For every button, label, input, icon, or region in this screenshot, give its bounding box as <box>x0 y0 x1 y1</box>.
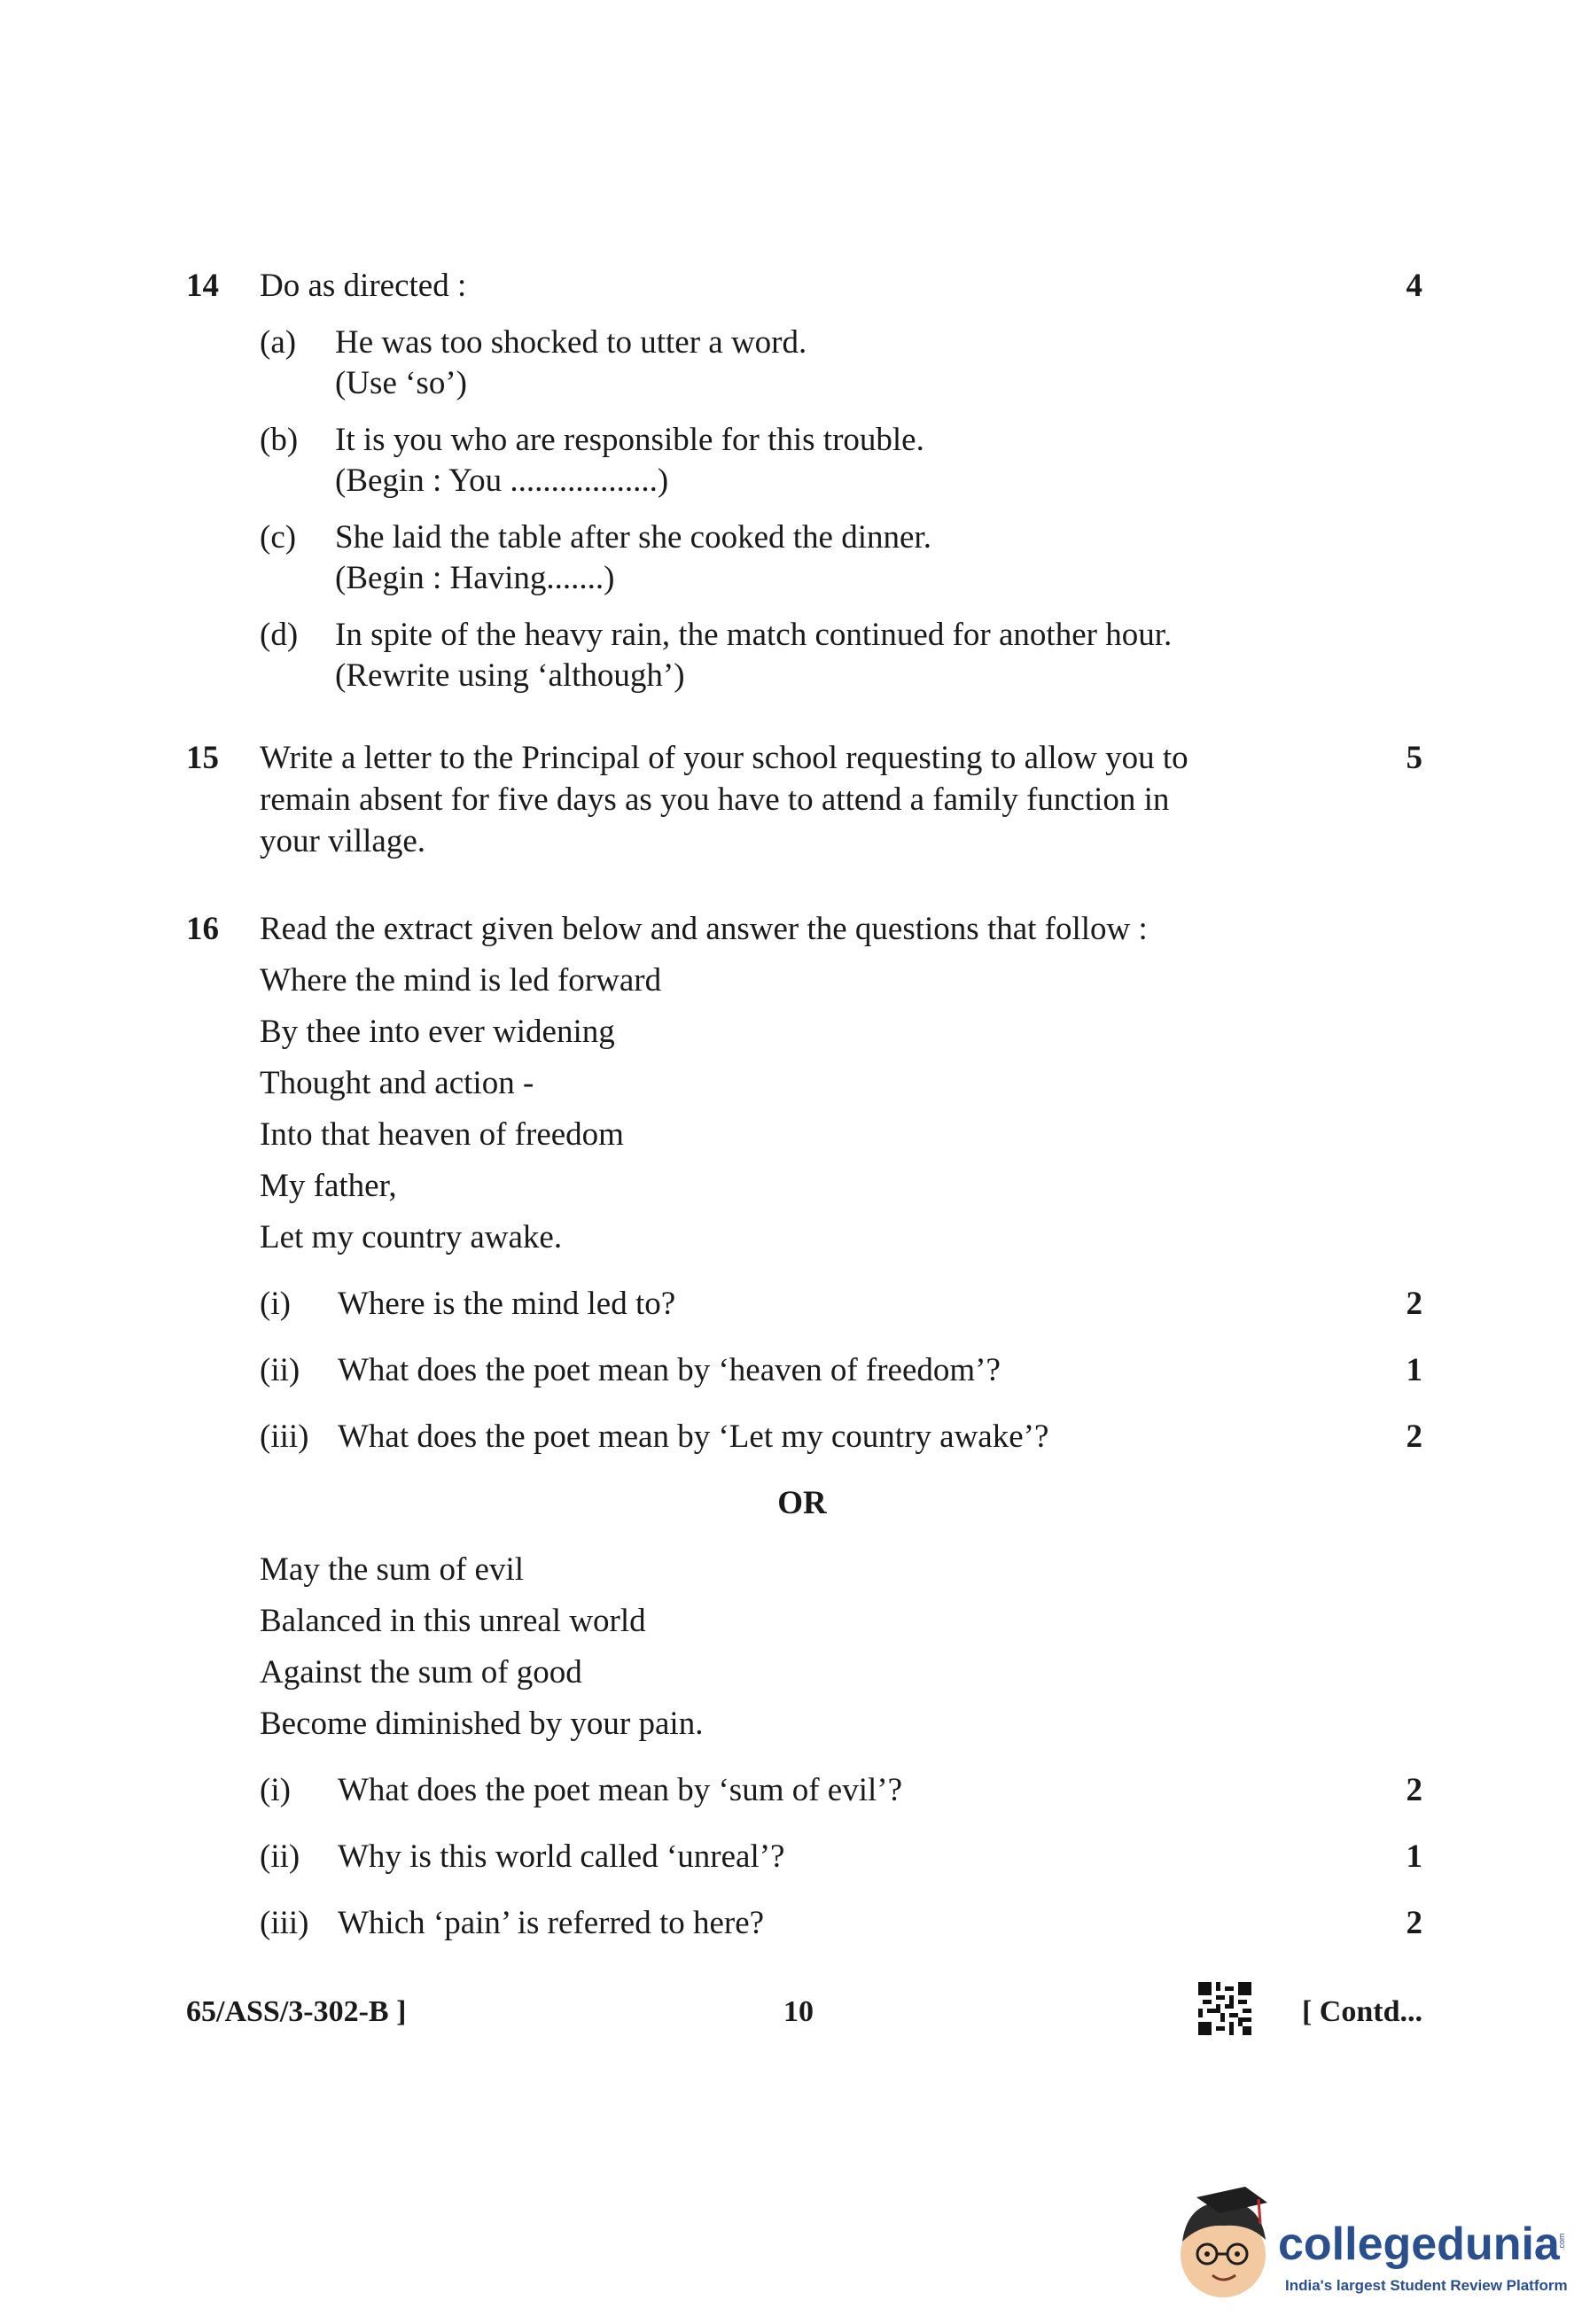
q16-question-text: Where is the mind led to? <box>338 1286 676 1322</box>
q14-item-text: He was too shocked to utter a word. <box>335 324 807 361</box>
poem-line: Where the mind is led forward <box>260 962 662 999</box>
poem-line: Against the sum of good <box>260 1654 582 1691</box>
q14-item-text: She laid the table after she cooked the dinner. <box>335 519 931 556</box>
page-number: 10 <box>783 1995 814 2028</box>
q16-question-marks: 2 <box>1406 1772 1422 1808</box>
mascot-icon <box>1181 2187 1267 2297</box>
q14-prompt: Do as directed : <box>260 268 467 304</box>
q14-item-hint: (Begin : You ..................) <box>335 462 669 499</box>
q16-question-marks: 2 <box>1406 1286 1422 1322</box>
poem-line: Thought and action - <box>260 1065 534 1101</box>
q14-item-label: (c) <box>260 519 297 556</box>
poem-line: Become diminished by your pain. <box>260 1706 704 1742</box>
q16-number: 16 <box>186 911 219 947</box>
q14-item-label: (a) <box>260 324 297 361</box>
q16-question-text: Which ‘pain’ is referred to here? <box>338 1905 765 1941</box>
q16-question-text: What does the poet mean by ‘sum of evil’? <box>338 1772 903 1808</box>
continued-label: [ Contd... <box>1301 1995 1422 2028</box>
poem-line: My father, <box>260 1168 397 1204</box>
q16-question-marks: 2 <box>1406 1418 1422 1455</box>
q14-item-hint: (Use ‘so’) <box>335 365 467 401</box>
q14-number: 14 <box>186 268 219 304</box>
q16-question-label: (iii) <box>260 1905 309 1941</box>
q15-line: remain absent for five days as you have to attend a family function in <box>260 781 1170 818</box>
or-separator: OR <box>777 1485 827 1521</box>
q16-question-marks: 2 <box>1406 1905 1422 1941</box>
q16-question-label: (ii) <box>260 1838 300 1875</box>
q16-question-marks: 1 <box>1406 1838 1422 1875</box>
q15-line: your village. <box>260 823 426 859</box>
q16-question-label: (ii) <box>260 1352 300 1388</box>
q16-question-label: (i) <box>260 1772 291 1808</box>
brand-domain: .com <box>1557 2233 1566 2250</box>
q14-item-label: (b) <box>260 422 299 458</box>
q16-question-marks: 1 <box>1406 1352 1422 1388</box>
paper-code: 65/ASS/3-302-B ] <box>186 1995 407 2028</box>
qr-code-icon <box>1198 1982 1251 2035</box>
q14-item-text: In spite of the heavy rain, the match continued for another hour. <box>335 617 1173 653</box>
q16-question-text: What does the poet mean by ‘heaven of freedom’? <box>338 1352 1001 1388</box>
q14-item-label: (d) <box>260 617 299 653</box>
q14-item-text: It is you who are responsible for this trouble. <box>335 422 924 458</box>
poem-line: Let my country awake. <box>260 1219 563 1255</box>
q14-item-hint: (Begin : Having.......) <box>335 560 615 596</box>
q15-marks: 5 <box>1406 740 1422 776</box>
q15-line: Write a letter to the Principal of your school requesting to allow you to <box>260 740 1188 776</box>
collegedunia-logo <box>1161 2162 1578 2321</box>
q16-question-label: (iii) <box>260 1418 309 1455</box>
q14-marks: 4 <box>1406 268 1422 304</box>
q15-number: 15 <box>186 740 219 776</box>
q16-question-text: Why is this world called ‘unreal’? <box>338 1838 785 1875</box>
q16-prompt: Read the extract given below and answer the questions that follow : <box>260 911 1148 947</box>
q16-question-text: What does the poet mean by ‘Let my country awake’? <box>338 1418 1049 1455</box>
poem-line: By thee into ever widening <box>260 1014 615 1050</box>
brand-name: collegedunia <box>1278 2219 1560 2270</box>
poem-line: May the sum of evil <box>260 1551 525 1588</box>
q16-question-label: (i) <box>260 1286 291 1322</box>
poem-line: Balanced in this unreal world <box>260 1603 646 1639</box>
q14-item-hint: (Rewrite using ‘although’) <box>335 657 685 694</box>
brand-tagline: India's largest Student Review Platform <box>1285 2277 1568 2294</box>
poem-line: Into that heaven of freedom <box>260 1116 624 1153</box>
